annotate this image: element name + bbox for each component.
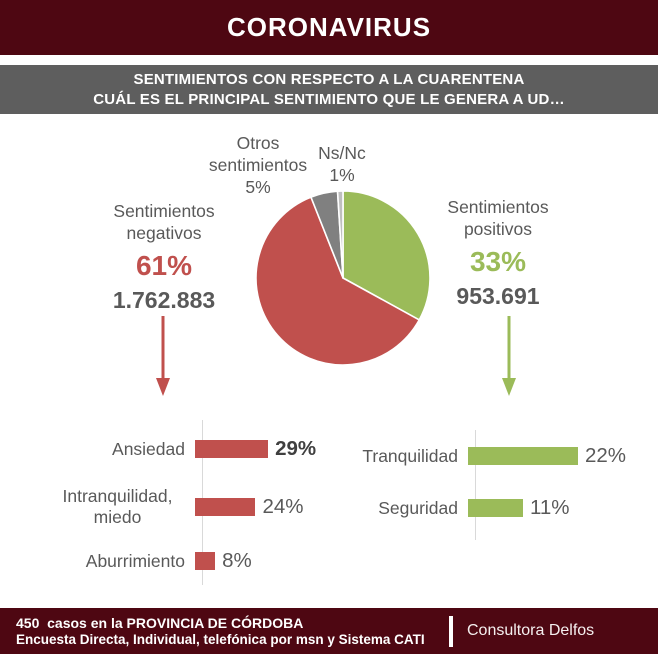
callout-nsnc-pct: 1% xyxy=(329,165,355,185)
down-arrow-negative-icon xyxy=(154,314,172,398)
bar-row-tranquilidad xyxy=(340,434,658,478)
bar-chart-negativos xyxy=(0,420,340,585)
bar-row-ansiedad xyxy=(0,427,340,471)
subtitle-band xyxy=(0,65,658,114)
callout-otros-label: Otros sentimientos xyxy=(208,133,308,175)
bar-label: Tranquilidad xyxy=(362,445,458,466)
bar-row-intranquilidad xyxy=(0,485,340,529)
subtitle-line1: SENTIMIENTOS CON RESPECTO A LA CUARENTENA xyxy=(133,71,525,88)
bar-label: Aburrimiento xyxy=(85,550,185,571)
stat-block-positivos xyxy=(392,196,604,310)
callout-nsnc xyxy=(305,142,379,186)
bar-chart-positivos xyxy=(340,420,658,545)
bar-aburrimiento xyxy=(195,552,215,570)
stat-negativos-count: 1.762.883 xyxy=(112,287,216,313)
footer-method-info: Encuesta Directa, Individual, telefónica por msn y Sistema CATI xyxy=(16,632,425,647)
stat-positivos-count: 953.691 xyxy=(456,283,540,309)
header-bar xyxy=(0,0,658,55)
callout-otros-sentimientos xyxy=(196,132,320,198)
stat-positivos-label: Sentimientos positivos xyxy=(447,197,549,239)
stat-positivos-percent: 33% xyxy=(469,246,527,277)
bar-value: 11% xyxy=(530,496,570,519)
brand-name: Consultora Delfos xyxy=(467,622,595,639)
bar-value: 24% xyxy=(262,495,304,518)
bar-row-seguridad xyxy=(340,486,658,530)
bar-seguridad xyxy=(468,499,523,517)
footer-divider xyxy=(449,616,453,647)
bar-value: 29% xyxy=(275,437,317,460)
bar-label: Intranquilidad, miedo xyxy=(62,486,173,527)
stat-negativos-label: Sentimientos negativos xyxy=(113,201,215,243)
stat-negativos-percent: 61% xyxy=(135,250,193,281)
footer-sample-info: 450 casos en la PROVINCIA DE CÓRDOBA xyxy=(16,615,304,631)
page-title: CORONAVIRUS xyxy=(226,12,432,42)
bar-label: Ansiedad xyxy=(112,438,185,459)
stat-block-negativos xyxy=(58,200,270,314)
footer-text-block xyxy=(16,608,425,654)
subtitle-line2: CUÁL ES EL PRINCIPAL SENTIMIENTO QUE LE GENERA A UD… xyxy=(93,91,565,108)
bar-value: 22% xyxy=(585,444,627,467)
down-arrow-positive-icon xyxy=(500,314,518,398)
bar-ansiedad xyxy=(195,440,268,458)
bar-value: 8% xyxy=(222,549,252,572)
bar-tranquilidad xyxy=(468,447,578,465)
bar-label: Seguridad xyxy=(378,497,458,518)
footer-bar xyxy=(0,608,658,654)
callout-nsnc-label: Ns/Nc xyxy=(318,143,366,163)
bar-row-aburrimiento xyxy=(0,539,340,583)
callout-otros-pct: 5% xyxy=(245,177,271,197)
bar-intranquilidad xyxy=(195,498,255,516)
